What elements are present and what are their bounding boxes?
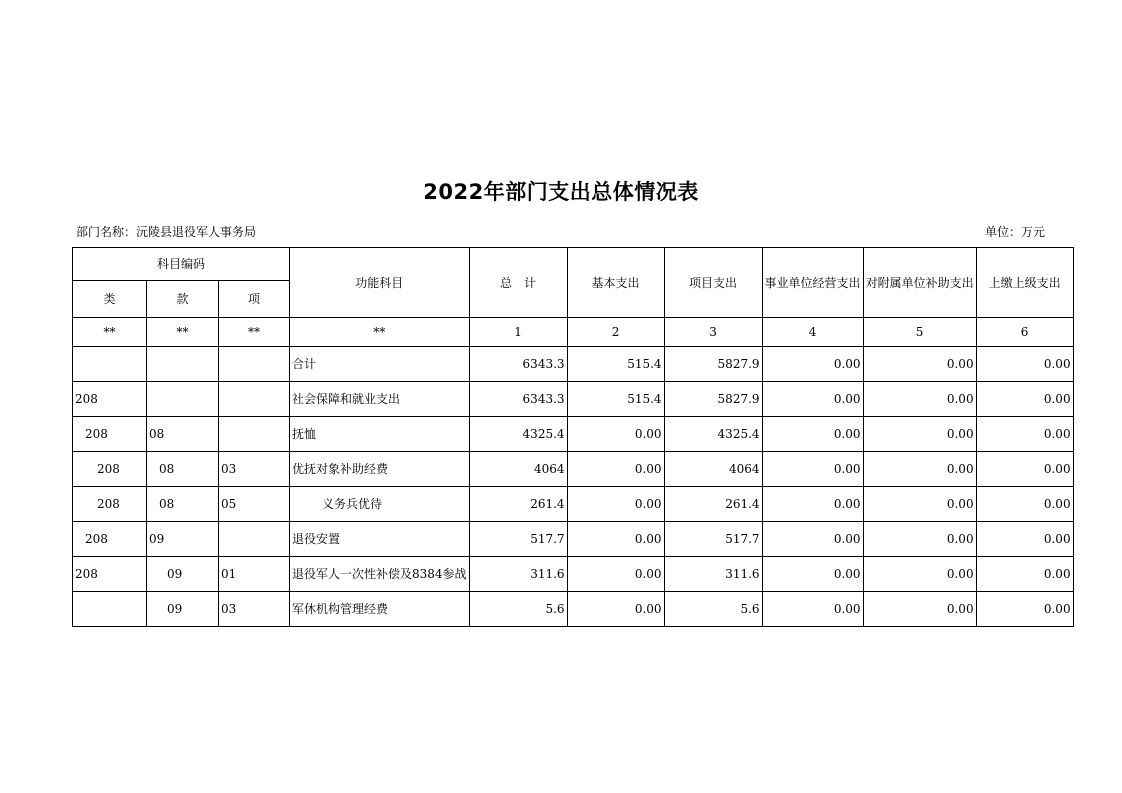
business-cell: 0.00 (762, 557, 863, 592)
function-subject-cell: 义务兵优待 (290, 487, 470, 522)
basic-cell: 515.4 (567, 382, 664, 417)
function-subject-cell: 抚恤 (290, 417, 470, 452)
kuan-cell: 09 (147, 522, 219, 557)
basic-cell: 0.00 (567, 522, 664, 557)
basic-cell: 0.00 (567, 557, 664, 592)
upper-cell: 0.00 (976, 382, 1073, 417)
subsidy-cell: 0.00 (863, 347, 976, 382)
upper-cell: 0.00 (976, 487, 1073, 522)
xiang-cell (219, 522, 290, 557)
project-cell: 261.4 (664, 487, 762, 522)
lei-cell: 208 (73, 557, 147, 592)
total-header: 总 计 (469, 248, 567, 318)
kuan-cell (147, 382, 219, 417)
table-row (73, 522, 1074, 557)
xiang-cell (219, 417, 290, 452)
basic-cell: 0.00 (567, 487, 664, 522)
table-row (73, 592, 1074, 627)
index-cell: 1 (469, 318, 567, 347)
total-cell: 6343.3 (469, 382, 567, 417)
kuan-cell: 09 (147, 592, 219, 627)
business-cell: 0.00 (762, 522, 863, 557)
table-row (73, 487, 1074, 522)
kuan-cell (147, 347, 219, 382)
index-cell: ** (219, 318, 290, 347)
unit-label: 单位：万元 (984, 225, 1045, 239)
kuan-cell: 08 (147, 417, 219, 452)
upper-cell: 0.00 (976, 522, 1073, 557)
lei-header: 类 (73, 281, 147, 318)
upper-cell: 0.00 (976, 452, 1073, 487)
xiang-cell (219, 347, 290, 382)
project-cell: 5.6 (664, 592, 762, 627)
business-cell: 0.00 (762, 452, 863, 487)
business-cell: 0.00 (762, 347, 863, 382)
business-expenditure-header: 事业单位经营支出 (762, 248, 863, 318)
index-cell: 4 (762, 318, 863, 347)
upper-cell: 0.00 (976, 347, 1073, 382)
subsidy-cell: 0.00 (863, 382, 976, 417)
table-row (73, 347, 1074, 382)
expenditure-table (72, 247, 1074, 627)
table-row (73, 382, 1074, 417)
table-row (73, 557, 1074, 592)
index-cell: 5 (863, 318, 976, 347)
business-cell: 0.00 (762, 592, 863, 627)
function-subject-header: 功能科目 (290, 248, 470, 318)
table-row (73, 452, 1074, 487)
index-cell: ** (73, 318, 147, 347)
xiang-cell: 03 (219, 592, 290, 627)
project-expenditure-header: 项目支出 (664, 248, 762, 318)
total-cell: 311.6 (469, 557, 567, 592)
subsidy-cell: 0.00 (863, 417, 976, 452)
function-subject-cell: 退役军人一次性补偿及8384参战 (290, 557, 470, 592)
xiang-cell (219, 382, 290, 417)
subject-code-header: 科目编码 (73, 248, 290, 281)
project-cell: 5827.9 (664, 347, 762, 382)
basic-expenditure-header: 基本支出 (567, 248, 664, 318)
business-cell: 0.00 (762, 487, 863, 522)
total-cell: 4064 (469, 452, 567, 487)
subsidy-cell: 0.00 (863, 557, 976, 592)
total-cell: 517.7 (469, 522, 567, 557)
basic-cell: 0.00 (567, 417, 664, 452)
subsidy-cell: 0.00 (863, 522, 976, 557)
upper-cell: 0.00 (976, 592, 1073, 627)
lei-cell: 208 (73, 522, 147, 557)
lei-cell: 208 (73, 452, 147, 487)
xiang-cell: 03 (219, 452, 290, 487)
subsidy-expenditure-header: 对附属单位补助支出 (863, 248, 976, 318)
project-cell: 311.6 (664, 557, 762, 592)
lei-cell (73, 347, 147, 382)
basic-cell: 0.00 (567, 592, 664, 627)
subsidy-cell: 0.00 (863, 487, 976, 522)
function-subject-cell: 优抚对象补助经费 (290, 452, 470, 487)
table-row (73, 417, 1074, 452)
index-cell: ** (147, 318, 219, 347)
lei-cell: 208 (73, 382, 147, 417)
total-cell: 261.4 (469, 487, 567, 522)
lei-cell: 208 (73, 417, 147, 452)
department-name: 部门名称：沅陵县退役军人事务局 (76, 225, 257, 239)
index-cell: 2 (567, 318, 664, 347)
total-cell: 6343.3 (469, 347, 567, 382)
xiang-cell: 05 (219, 487, 290, 522)
function-subject-cell: 社会保障和就业支出 (290, 382, 470, 417)
kuan-header: 款 (147, 281, 219, 318)
page-title: 2022年部门支出总体情况表 (423, 180, 699, 204)
lei-cell (73, 592, 147, 627)
index-cell: 6 (976, 318, 1073, 347)
total-cell: 4325.4 (469, 417, 567, 452)
kuan-cell: 09 (147, 557, 219, 592)
xiang-cell: 01 (219, 557, 290, 592)
business-cell: 0.00 (762, 417, 863, 452)
index-cell: 3 (664, 318, 762, 347)
lei-cell: 208 (73, 487, 147, 522)
project-cell: 517.7 (664, 522, 762, 557)
kuan-cell: 08 (147, 452, 219, 487)
index-row (73, 318, 1074, 347)
subsidy-cell: 0.00 (863, 592, 976, 627)
upper-expenditure-header: 上缴上级支出 (976, 248, 1073, 318)
kuan-cell: 08 (147, 487, 219, 522)
upper-cell: 0.00 (976, 417, 1073, 452)
total-cell: 5.6 (469, 592, 567, 627)
project-cell: 4064 (664, 452, 762, 487)
project-cell: 5827.9 (664, 382, 762, 417)
basic-cell: 0.00 (567, 452, 664, 487)
project-cell: 4325.4 (664, 417, 762, 452)
function-subject-cell: 军休机构管理经费 (290, 592, 470, 627)
subsidy-cell: 0.00 (863, 452, 976, 487)
index-cell: ** (290, 318, 470, 347)
function-subject-cell: 退役安置 (290, 522, 470, 557)
xiang-header: 项 (219, 281, 290, 318)
basic-cell: 515.4 (567, 347, 664, 382)
function-subject-cell: 合计 (290, 347, 470, 382)
business-cell: 0.00 (762, 382, 863, 417)
upper-cell: 0.00 (976, 557, 1073, 592)
